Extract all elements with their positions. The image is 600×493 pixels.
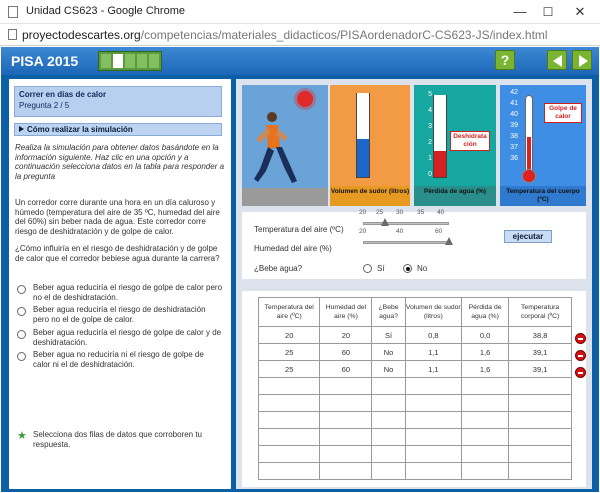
empty-table-row[interactable] (259, 412, 572, 429)
water-scale-tick: 2 (428, 139, 432, 146)
body-temperature-gauge (500, 85, 586, 206)
table-cell: 60 (320, 361, 372, 378)
how-to-simulate-button[interactable]: Cómo realizar la simulación (14, 123, 222, 136)
water-scale-tick: 0 (428, 171, 432, 178)
slider-tick: 35 (417, 209, 425, 216)
table-row[interactable] (259, 344, 572, 361)
slider-tick: 20 (359, 209, 367, 216)
temp-scale-tick: 36 (510, 155, 518, 162)
table-cell: 60 (320, 344, 372, 361)
progress-segment (125, 54, 135, 68)
app-header (1, 47, 599, 75)
url-host: proyectodescartes.org (22, 28, 141, 42)
maximize-button[interactable]: ☐ (542, 5, 554, 19)
slider-tick: 60 (435, 228, 443, 235)
slider-tick: 40 (437, 209, 445, 216)
water-scale (414, 91, 432, 181)
temp-scale-tick: 37 (510, 144, 518, 151)
water-scale-tick: 5 (428, 91, 432, 98)
address-bar[interactable] (0, 24, 600, 46)
drink-no-radio[interactable] (403, 264, 412, 273)
empty-table-row[interactable] (259, 446, 572, 463)
table-cell: No (372, 344, 405, 361)
drink-yes-radio[interactable] (363, 264, 372, 273)
table-row[interactable] (259, 361, 572, 378)
water-level-fill (434, 151, 446, 177)
help-button[interactable]: ? (495, 50, 515, 70)
intro-text: Realiza la simulación para obtener datos basándote en la información siguiente. Haz clic en una opción y a continuación selecciona datos en la tabla para responder a la pregunta (15, 143, 225, 181)
option-radio[interactable] (17, 352, 26, 361)
water-loss-label: Pérdida de agua (%) (414, 186, 496, 206)
delete-row-icon[interactable] (575, 367, 586, 378)
slider-tick: 20 (359, 228, 367, 235)
slider-tick: 25 (376, 209, 384, 216)
table-header-row (259, 298, 572, 327)
slider-tick: 30 (396, 209, 404, 216)
ground (242, 188, 328, 206)
brand-title: PISA 2015 (11, 53, 79, 69)
air-temp-label: Temperatura del aire (ºC) (254, 225, 344, 234)
option-radio[interactable] (17, 330, 26, 339)
hint-text: Selecciona dos filas de datos que corroboren tu respuesta. (33, 430, 202, 449)
option-label: Beber agua reduciría el riesgo de golpe de calor y de deshidratación. (33, 328, 222, 347)
app-area (1, 47, 599, 492)
story-text: Un corredor corre durante una hora en un día caluroso y húmedo (temperatura del aire de 35 ºC, humedad del aire del 60%) sin beber nada de agua. Este corredor corre riesgo de deshidratación y de golpe de calor. (15, 198, 220, 236)
question-panel (9, 79, 231, 489)
empty-table-row[interactable] (259, 463, 572, 480)
window-titlebar (0, 0, 600, 24)
table-cell: 25 (259, 361, 320, 378)
table-cell: 25 (259, 344, 320, 361)
minimize-button[interactable]: — (513, 4, 527, 19)
temperature-level-fill (527, 137, 531, 172)
delete-row-icon[interactable] (575, 333, 586, 344)
question-text: ¿Cómo influiría en el riesgo de deshidratación y de golpe de calor que el corredor bebiese agua durante la carrera? (15, 244, 220, 263)
window-title: Unidad CS623 - Google Chrome (26, 5, 185, 17)
drink-no-label: No (417, 264, 428, 273)
column-header: Pérdida de agua (%) (461, 298, 508, 327)
humidity-slider[interactable] (359, 228, 449, 247)
slider-track[interactable] (363, 222, 449, 225)
star-icon: ★ (17, 430, 27, 442)
table-cell: No (372, 361, 405, 378)
delete-row-icon[interactable] (575, 350, 586, 361)
table-cell: 20 (259, 327, 320, 344)
runner-scene (242, 85, 328, 206)
sweat-level-fill (357, 139, 369, 177)
temp-scale (500, 89, 518, 169)
results-table (258, 297, 572, 480)
question-title-box (14, 86, 222, 117)
sweat-cylinder (356, 93, 370, 178)
question-title: Correr en días de calor (19, 90, 107, 99)
drink-yes-label: Sí (377, 264, 385, 273)
table-cell: 39,1 (509, 361, 572, 378)
water-cylinder (433, 95, 447, 178)
column-header: ¿Bebe agua? (372, 298, 405, 327)
progress-indicator (98, 51, 162, 71)
progress-segment (101, 54, 111, 68)
thermometer-bulb (522, 169, 536, 183)
next-arrow-icon[interactable] (572, 50, 592, 70)
column-header: Humedad del aire (%) (320, 298, 372, 327)
url-text[interactable] (22, 28, 548, 42)
option-label: Beber agua no reduciría ni el riesgo de golpe de calor ni el de deshidratación. (33, 350, 204, 369)
page-info-icon[interactable] (8, 29, 17, 40)
air-temp-slider[interactable] (359, 209, 449, 228)
table-cell: 1,6 (461, 344, 508, 361)
table-row[interactable] (259, 327, 572, 344)
slider-thumb[interactable] (445, 237, 453, 245)
thermometer-icon (525, 95, 533, 173)
body-temperature-label: Temperatura del cuerpo (ºC) (500, 186, 586, 206)
table-cell: 0,0 (461, 327, 508, 344)
table-cell: 38,8 (509, 327, 572, 344)
drink-label: ¿Bebe agua? (254, 264, 303, 273)
table-cell: 39,1 (509, 344, 572, 361)
sweat-volume-gauge (330, 85, 410, 206)
question-counter: Pregunta 2 / 5 (19, 101, 70, 110)
table-cell: 1,1 (405, 344, 461, 361)
temp-scale-tick: 42 (510, 89, 518, 96)
page-icon (8, 6, 18, 18)
simulation-panel (236, 79, 592, 489)
empty-table-row[interactable] (259, 395, 572, 412)
temp-scale-tick: 41 (510, 100, 518, 107)
table-cell: 20 (320, 327, 372, 344)
table-cell: 1,6 (461, 361, 508, 378)
water-scale-tick: 3 (428, 123, 432, 130)
close-button[interactable]: ✕ (574, 4, 586, 19)
table-cell: 1,1 (405, 361, 461, 378)
slider-thumb[interactable] (381, 218, 389, 226)
sweat-volume-label: Volumen de sudor (litros) (330, 186, 410, 206)
temp-scale-tick: 38 (510, 133, 518, 140)
run-button[interactable]: ejecutar (504, 230, 552, 243)
table-cell: Sí (372, 327, 405, 344)
simulation-controls (242, 209, 586, 279)
option-radio[interactable] (17, 285, 26, 294)
option-label: Beber agua reduciría el riesgo de golpe de calor pero no el de deshidratación. (33, 283, 223, 302)
column-header: Temperatura del aire (ºC) (259, 298, 320, 327)
url-path: /competencias/materiales_didacticos/PISAordenadorC-CS623-JS/index.html (140, 28, 548, 42)
results-area (242, 291, 586, 487)
temp-scale-tick: 39 (510, 122, 518, 129)
empty-table-row[interactable] (259, 378, 572, 395)
slider-track[interactable] (363, 241, 449, 244)
water-scale-tick: 4 (428, 107, 432, 114)
progress-segment (137, 54, 147, 68)
water-scale-tick: 1 (428, 155, 432, 162)
option-radio[interactable] (17, 307, 26, 316)
temp-scale-tick: 40 (510, 111, 518, 118)
dehydration-callout: Deshidrata ción (450, 131, 490, 151)
empty-table-row[interactable] (259, 429, 572, 446)
previous-arrow-icon[interactable] (547, 50, 567, 70)
option-label: Beber agua reduciría el riesgo de deshidratación pero no el de golpe de calor. (33, 305, 206, 324)
heatstroke-callout: Golpe de calor (544, 103, 582, 123)
slider-tick: 40 (396, 228, 404, 235)
water-loss-gauge (414, 85, 496, 206)
table-cell: 0,8 (405, 327, 461, 344)
progress-segment-current (113, 54, 123, 68)
column-header: Temperatura corporal (ºC) (509, 298, 572, 327)
humidity-label: Humedad del aire (%) (254, 244, 332, 253)
progress-segment (149, 54, 159, 68)
column-header: Volumen de sudor (litros) (405, 298, 461, 327)
